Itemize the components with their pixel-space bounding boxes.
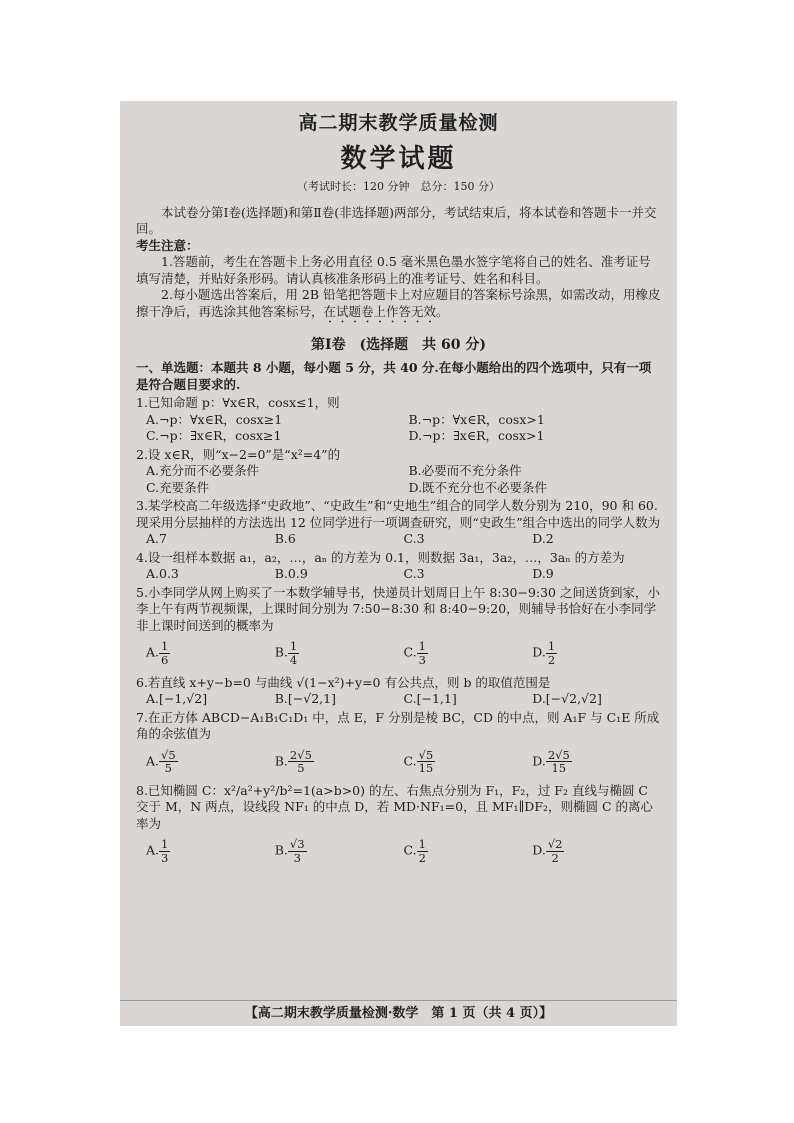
question-stem: 1.已知命题 p：∀x∈R，cosx≤1，则 xyxy=(136,395,340,411)
option-label: B. xyxy=(274,843,288,859)
numerator: 1 xyxy=(418,639,426,654)
fraction xyxy=(417,749,436,775)
notice-2-text: 2.每小题选出答案后，用 2B 铅笔把答题卡上对应题目的答案标号涂黑，如需改动，用橡皮擦干净后，再选涂其他答案标号， xyxy=(136,287,661,319)
denominator: 6 xyxy=(161,653,169,668)
option-d: D.¬p：∃x∈R，cosx>1 xyxy=(408,428,545,444)
exam-paper xyxy=(120,101,677,1026)
question-stem: 2.设 x∈R，则“x−2=0”是“x²=4”的 xyxy=(136,446,341,462)
denominator: 4 xyxy=(289,653,298,668)
question-stem: 6.若直线 x+y−b=0 与曲线 √(1−x²)+y=0 有公共点，则 b 的取值范围是 xyxy=(136,674,551,690)
fraction xyxy=(417,838,428,864)
option-label: B. xyxy=(274,645,288,661)
fraction xyxy=(159,749,178,775)
option-label: D. xyxy=(532,645,546,661)
question-2 xyxy=(136,447,661,497)
option-d xyxy=(532,749,661,775)
option-b xyxy=(275,749,404,775)
denominator: 2 xyxy=(418,851,426,866)
numerator: 1 xyxy=(161,837,169,852)
denominator: 3 xyxy=(161,851,169,866)
denominator: 5 xyxy=(297,761,305,776)
option-b xyxy=(275,640,404,666)
notice-2-end: 。 xyxy=(436,303,449,319)
fraction xyxy=(288,640,299,666)
notice-2-emphasis: 在试题卷上作答无效 xyxy=(323,303,437,319)
option-a: A.[−1,√2] xyxy=(146,691,208,707)
option-c: C.充要条件 xyxy=(146,479,210,495)
option-b: B.必要而不充分条件 xyxy=(408,463,522,479)
numerator: √5 xyxy=(161,747,176,762)
fraction xyxy=(546,749,572,775)
option-label: B. xyxy=(274,753,288,769)
option-c: C.[−1,1] xyxy=(403,691,457,707)
option-c xyxy=(404,640,533,666)
denominator: 3 xyxy=(293,851,301,866)
question-6 xyxy=(136,675,661,708)
option-label: C. xyxy=(403,753,417,769)
notice-1: 1.答题前，考生在答题卡上务必用直径 0.5 毫米黑色墨水签字笔将自己的姓名、准考证号填写清楚，并贴好条形码。请认真核准条形码上的准考证号、姓名和科目。 xyxy=(136,254,651,286)
numerator: √2 xyxy=(547,837,563,852)
numerator: √3 xyxy=(289,837,305,852)
option-a: A.¬p：∀x∈R，cosx≥1 xyxy=(146,411,283,427)
notice-title: 考生注意： xyxy=(136,237,199,253)
question-3 xyxy=(136,498,661,548)
option-b: B.¬p：∀x∈R，cosx>1 xyxy=(408,411,545,427)
question-8 xyxy=(136,783,661,865)
option-a xyxy=(146,838,275,864)
question-7 xyxy=(136,710,661,775)
option-c: C.3 xyxy=(403,566,425,582)
option-c xyxy=(404,749,533,775)
section-header: 第Ⅰ卷 (选择题 共 60 分) xyxy=(310,336,487,353)
fraction xyxy=(288,838,307,864)
denominator: 3 xyxy=(418,653,426,668)
option-d xyxy=(532,838,661,864)
option-a: A.充分而不必要条件 xyxy=(146,463,260,479)
numerator: 1 xyxy=(418,837,426,852)
denominator: 15 xyxy=(418,761,434,776)
option-label: C. xyxy=(403,843,417,859)
fraction xyxy=(417,640,428,666)
denominator: 2 xyxy=(551,851,559,866)
denominator: 2 xyxy=(547,653,556,668)
option-b: B.[−√2,1] xyxy=(274,691,336,707)
option-b: B.6 xyxy=(274,531,296,547)
fraction xyxy=(159,640,170,666)
option-b: B.0.9 xyxy=(274,566,308,582)
option-c: C.¬p：∃x∈R，cosx≥1 xyxy=(146,428,282,444)
numerator: 1 xyxy=(547,639,556,654)
option-label: C. xyxy=(403,645,417,661)
question-stem: 7.在正方体 ABCD−A₁B₁C₁D₁ 中，点 E，F 分别是棱 BC，CD 的中点，则 A₁F 与 C₁E 所成角的余弦值为 xyxy=(136,709,660,742)
option-d: D.9 xyxy=(532,566,554,582)
option-label: A. xyxy=(146,843,160,859)
exam-info: （考试时长：120 分钟 总分：150 分） xyxy=(297,180,500,194)
denominator: 5 xyxy=(164,761,172,776)
option-d: D.[−√2,√2] xyxy=(532,691,602,707)
option-label: D. xyxy=(532,753,546,769)
option-b xyxy=(275,838,404,864)
question-stem: 5.小李同学从网上购买了一本数学辅导书，快递员计划周日上午 8:30−9:30 之间送货到家，小李上午有两节视频课，上课时间分别为 7:50−8:30 和 8:40−9:20，则辅导书恰好在小李同学非上课时间送到的概率为 xyxy=(136,584,660,633)
numerator: 1 xyxy=(161,639,169,654)
notice-2 xyxy=(136,287,661,326)
denominator: 15 xyxy=(551,761,567,776)
option-d: D.既不充分也不必要条件 xyxy=(408,479,548,495)
subject-title: 数学试题 xyxy=(340,144,457,175)
option-label: D. xyxy=(532,843,546,859)
option-c: C.3 xyxy=(403,531,425,547)
option-a: A.0.3 xyxy=(146,566,179,582)
numerator: 2√5 xyxy=(547,747,570,762)
question-stem: 4.设一组样本数据 a₁，a₂，…，aₙ 的方差为 0.1，则数据 3a₁，3a₂，…，3aₙ 的方差为 xyxy=(136,549,625,565)
question-stem: 3.某学校高二年级选择“史政地”、“史政生”和“史地生”组合的同学人数分别为 210，90 和 60.现采用分层抽样的方法选出 12 位同学进行一项调查研究，则“史政生”组合中选出的同学人数为 xyxy=(136,498,661,530)
fraction xyxy=(159,838,170,864)
option-a xyxy=(146,749,275,775)
option-d xyxy=(532,640,661,666)
numerator: 2√5 xyxy=(289,747,312,762)
fraction xyxy=(546,838,565,864)
fraction xyxy=(546,640,557,666)
option-d: D.2 xyxy=(532,531,554,547)
option-a xyxy=(146,640,275,666)
question-1 xyxy=(136,395,661,445)
option-a: A.7 xyxy=(146,531,167,547)
fraction xyxy=(288,749,314,775)
section-instruction: 一、单选题：本题共 8 小题，每小题 5 分，共 40 分.在每小题给出的四个选项中，只有一项是符合题目要求的. xyxy=(136,360,652,392)
exam-title: 高二期末教学质量检测 xyxy=(298,112,499,134)
option-c xyxy=(404,838,533,864)
option-label: A. xyxy=(146,645,160,661)
intro-statement: 本试卷分第Ⅰ卷(选择题)和第Ⅱ卷(非选择题)两部分，考试结束后，将本试卷和答题卡一并交回。 xyxy=(136,204,657,237)
option-label: A. xyxy=(146,753,160,769)
numerator: √5 xyxy=(418,747,434,762)
question-5 xyxy=(136,585,661,667)
numerator: 1 xyxy=(289,639,298,654)
question-4 xyxy=(136,550,661,583)
question-stem: 8.已知椭圆 C：x²/a²+y²/b²=1(a>b>0) 的左、右焦点分别为 F₁，F₂，过 F₂ 直线与椭圆 C 交于 M，N 两点，设线段 NF₁ 的中点 D，若 MD·NF₁=0，且 MF₁∥DF₂，则椭圆 C 的离心率为 xyxy=(136,782,654,831)
page-footer: 【高二期末教学质量检测·数学 第 1 页（共 4 页）】 xyxy=(120,1000,677,1022)
